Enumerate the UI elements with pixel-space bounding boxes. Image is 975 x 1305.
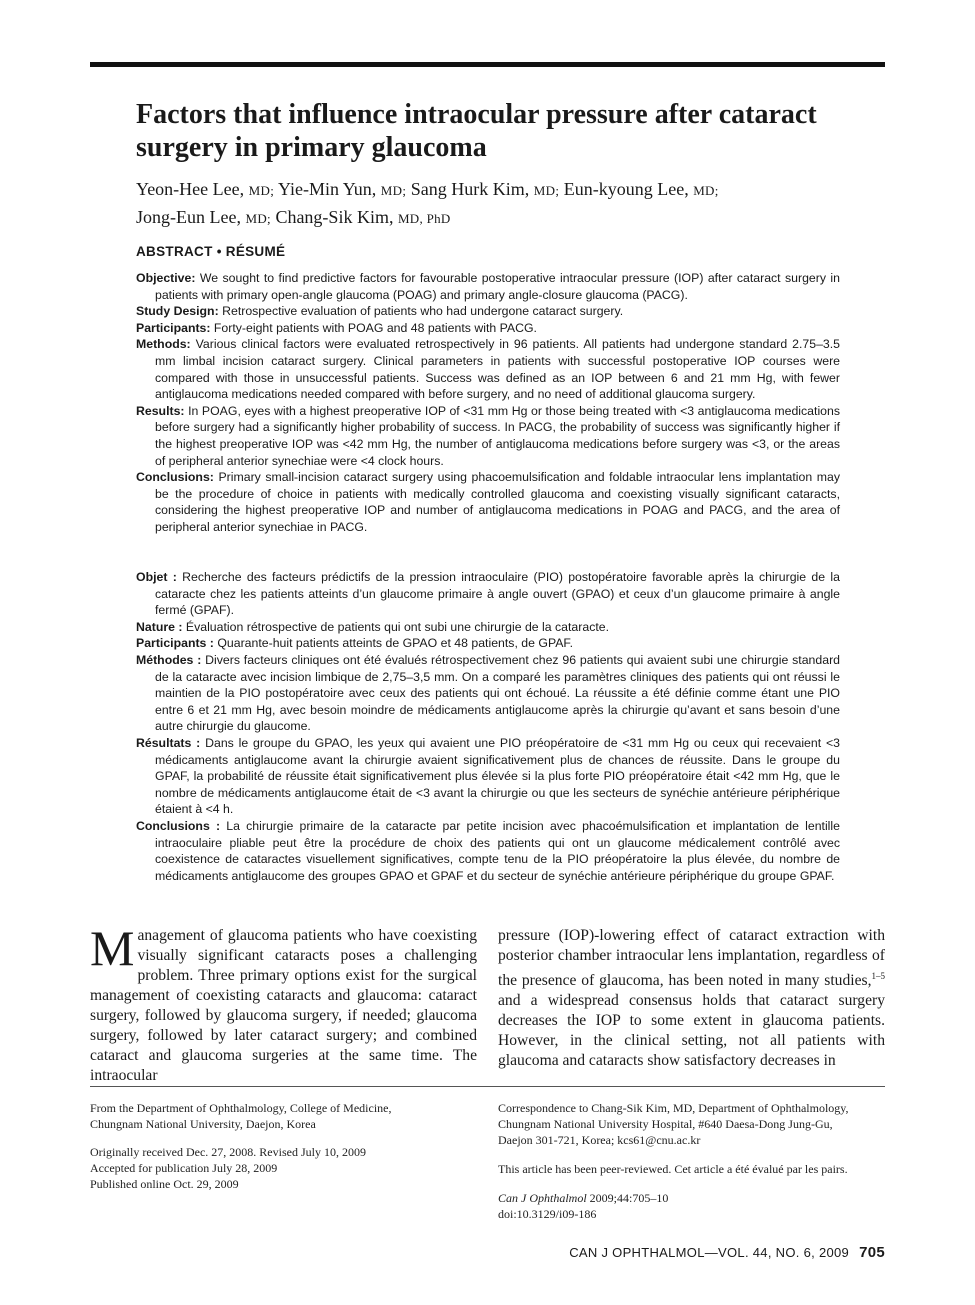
author-name: Yie-Min Yun, [277, 179, 377, 199]
abstract-item [136, 635, 840, 652]
doi-link[interactable]: doi:10.3129/i09-186 [498, 1207, 597, 1221]
body-text: anagement of glaucoma patients who have coexisting visually significant cataracts poses a challenging problem. Three primary options exist for the surgical management of coexisting cataracts and glaucoma: cataract surgery, followed by glaucoma surgery, if needed; glaucoma surgery, followed by later cataract surgery; and combined cataract and glaucoma surgeries at the same time. The intraocular [90, 927, 477, 1084]
affiliation-note [90, 1100, 480, 1132]
author-name: Eun-kyoung Lee, [563, 179, 689, 199]
abstract-label: Résultats : [136, 735, 201, 750]
author-name: Sang Hurk Kim, [410, 179, 530, 199]
abstract-text: Primary small-incision cataract surgery using phacoemulsification and foldable intraocular lens implantation may be the procedure of choice in patients with medically controlled glaucoma and coexisting visually significant cataracts, considering the highest preoperative IOP and number of antiglaucoma medications in POAG and PACG, and the area of peripheral anterior synechiae in PACG. [155, 470, 840, 534]
abstract-label: Participants: [136, 320, 211, 335]
author-degree: MD; [693, 183, 719, 198]
abstract-french [136, 569, 840, 884]
abstract-item [136, 336, 840, 402]
footnote-rule [90, 1086, 885, 1087]
correspondence-line: Chungnam National University Hospital, #640 Daesa-Dong Jung-Gu, [498, 1117, 833, 1131]
abstract-text: Recherche des facteurs prédictifs de la pression intraoculaire (PIO) postopératoire favorable après la chirurgie de la cataracte chez les patients atteints d’un glaucome primaire à angle ouvert (GPAO) et ceux d’un glaucome primaire à angle fermé (GPAF). [155, 570, 840, 618]
article-title: Factors that influence intraocular pressure after cataract surgery in primary glaucoma [136, 99, 817, 163]
abstract-text: Quarante-huit patients atteints de GPAO et 48 patients, de GPAF. [217, 636, 574, 651]
abstract-text: In POAG, eyes with a highest preoperative IOP of <31 mm Hg or those being treated with <3 antiglaucoma medications before surgery had a significantly higher probability of success. In PACG, the probability of success was significantly higher if the highest preoperative IOP was <42 mm Hg, the number of antiglaucoma medications before surgery was <3, or the areas of peripheral anterior synechiae were <4 clock hours. [155, 403, 840, 468]
citation-note [498, 1190, 885, 1222]
abstract-item [136, 469, 840, 535]
abstract-english [136, 270, 840, 536]
abstract-label: Nature : [136, 619, 183, 634]
running-footer [569, 1244, 885, 1261]
author-degree: MD, PhD [397, 211, 451, 226]
author-degree: MD; [248, 183, 275, 198]
author-name: Jong-Eun Lee, [136, 207, 241, 227]
correspondence-note [498, 1100, 885, 1148]
abstract-item [136, 652, 840, 735]
author-name: Yeon-Hee Lee, [136, 179, 245, 199]
citation-details: 2009;44:705–10 [586, 1191, 669, 1205]
abstract-text: Divers facteurs cliniques ont été évalués rétrospectivement chez 96 patients qui avaient subi une chirurgie standard de la cataracte avec incision limbique de 2,75–3,5 mm. On a comparé les paramètres cliniques des patients qui ont réussi le maintien de la PIO postopératoire avec ceux des patients qui ont échoué. La réussite a été définie comme étant une PIO entre 6 et 21 mm Hg, avec besoin moindre de médicaments antiglaucome après la chirurgie qu’avant et sans besoin d’une autre chirurgie du glaucome. [155, 652, 841, 734]
author-degree: MD; [533, 183, 560, 198]
abstract-label: Conclusions: [136, 470, 214, 485]
date-line: Published online Oct. 29, 2009 [90, 1177, 239, 1191]
drop-cap: M [90, 920, 135, 976]
abstract-item [136, 735, 840, 818]
abstract-text: We sought to find predictive factors for favourable postoperative intraocular pressure (IOP) after cataract surgery in patients with primary open-angle glaucoma (POAG) and primary angle-closure glaucoma (PACG). [155, 271, 840, 302]
abstract-item [136, 270, 840, 303]
abstract-text: Dans le groupe du GPAO, les yeux qui avaient une PIO préopératoire de <31 mm Hg ou ceux qui recevaient <3 médicaments antiglaucome avant la chirurgie avaient significativement plus de chances de réussite. Dans le groupe du GPAF, la probabilité de réussite était significativement plus élevée si la plus forte PIO préopératoire était <42 mm Hg, que le nombre de médicaments antiglaucome était de <3 avant la chirurgie ou que les secteurs de synéchie antérieure périphérique étaient à <4 h. [155, 735, 840, 817]
affiliation-line: Chungnam National University, Daejon, Korea [90, 1117, 316, 1131]
author-degree: MD; [380, 183, 407, 198]
abstract-heading: ABSTRACT • RÉSUMÉ [136, 244, 286, 259]
correspondence-line: Correspondence to Chang-Sik Kim, MD, Department of Ophthalmology, [498, 1101, 849, 1115]
abstract-label: Objet : [136, 570, 177, 584]
abstract-label: Results: [136, 403, 185, 418]
abstract-item [136, 320, 840, 337]
body-text: pressure (IOP)-lowering effect of cataract extraction with posterior chamber intraocular lens implantation, regardless of the presence of glaucoma, has been noted in many studies, [498, 927, 885, 990]
abstract-text: La chirurgie primaire de la cataracte par petite incision avec phacoémulsification et implantation de lentille intraoculaire pliable peut être la procédure de choix des patients qui ont un glaucome médicalement contrôlé avec coexistence de cataractes visuellement significatives, compte tenu de la PIO préopératoire la plus élevée, du nombre de médicaments antiglaucome des groupes GPAO et GPAF et du secteur de synéchie antérieure périphérique du groupe GPAF. [155, 818, 840, 883]
peer-review-line: This article has been peer-reviewed. Cet article a été évalué par les pairs. [498, 1162, 848, 1176]
body-text: and a widespread consensus holds that cataract surgery decreases the IOP to some extent in glaucoma patients. However, in the clinical setting, not all patients with glaucoma and cataracts show satisfactory decreases in [498, 992, 885, 1070]
reference-superscript: 1–5 [871, 971, 885, 981]
abstract-item [136, 619, 840, 636]
abstract-item [136, 303, 840, 320]
abstract-label: Objective: [136, 271, 196, 285]
body-column-left [90, 920, 477, 1086]
abstract-text: Forty-eight patients with POAG and 48 patients with PACG. [213, 320, 537, 335]
author-degree: MD; [245, 211, 271, 226]
date-line: Accepted for publication July 28, 2009 [90, 1161, 278, 1175]
dates-note [90, 1144, 480, 1192]
author-name: Chang-Sik Kim, [275, 207, 394, 227]
journal-issue: CAN J OPHTHALMOL—VOL. 44, NO. 6, 2009 [569, 1245, 850, 1260]
abstract-label: Conclusions : [136, 818, 221, 833]
page-number: 705 [859, 1244, 885, 1261]
abstract-label: Methods: [136, 337, 191, 352]
citation-line [498, 1190, 885, 1206]
abstract-text: Évaluation rétrospective de patients qui ont subi une chirurgie de la cataracte. [185, 619, 610, 634]
abstract-item [136, 569, 840, 619]
peer-review-note [498, 1161, 885, 1177]
date-line: Originally received Dec. 27, 2008. Revised July 10, 2009 [90, 1145, 366, 1159]
abstract-label: Méthodes : [136, 652, 202, 667]
abstract-text: Retrospective evaluation of patients who had undergone cataract surgery. [222, 304, 624, 319]
abstract-label: Participants : [136, 636, 214, 651]
affiliation-line: From the Department of Ophthalmology, College of Medicine, [90, 1101, 392, 1115]
abstract-label: Study Design: [136, 304, 219, 319]
body-column-right [498, 926, 885, 1071]
journal-name: Can J Ophthalmol [498, 1191, 587, 1205]
correspondence-line: Daejon 301-721, Korea; kcs61@cnu.ac.kr [498, 1133, 701, 1147]
top-rule [90, 62, 885, 67]
abstract-item [136, 403, 840, 469]
author-list [136, 176, 876, 232]
abstract-text: Various clinical factors were evaluated retrospectively in 96 patients. All patients had undergone standard 2.75–3.5 mm limbal incision cataract surgery. Clinical parameters in patients with successful postoperative IOP courses were compared with those in unsuccessful patients. Success was defined as an IOP between 6 and 21 mm Hg, with fewer antiglaucoma medications needed compared with before surgery, and no need of additional glaucoma surgery. [155, 337, 840, 402]
abstract-item [136, 818, 840, 884]
